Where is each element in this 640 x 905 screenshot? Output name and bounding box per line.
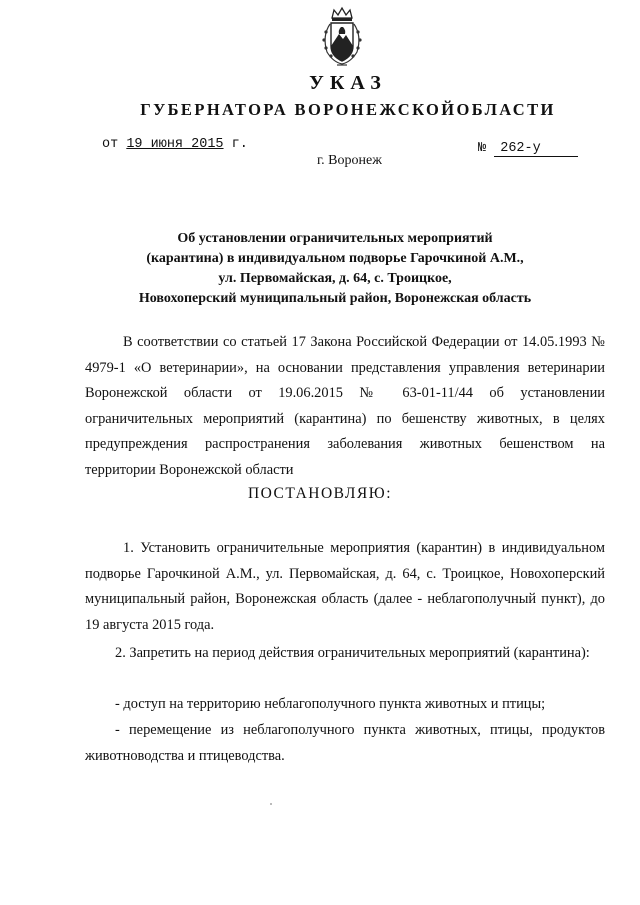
subject-line: ул. Первомайская, д. 64, с. Троицкое, [218, 271, 452, 286]
date-value: 19 июня 2015 [126, 137, 224, 152]
number-prefix: № [478, 141, 487, 156]
document-number [478, 141, 578, 157]
document-title: УКАЗ [309, 72, 387, 94]
coat-of-arms-icon [319, 6, 365, 68]
decree-item-2: 2. Запретить на период действия ограничительных мероприятий (карантина): [115, 645, 590, 661]
document-date [102, 137, 248, 152]
date-prefix: от [102, 137, 119, 152]
document-subject [90, 229, 580, 309]
document-city: г. Воронеж [317, 153, 382, 168]
decree-bullet-2: - перемещение из неблагополучного пункта животных, птицы, продуктов животноводства и птицеводства. [85, 722, 605, 764]
scan-speck [270, 803, 272, 805]
date-suffix: г. [231, 137, 248, 152]
subject-line: Новохоперский муниципальный район, Воронежская область [138, 291, 532, 306]
preamble-paragraph: В соответствии со статьей 17 Закона Российской Федерации от 14.05.1993 № 4979-1 «О ветеринарии», на основании представления управления ветеринарии Воронежской области от 19.06.2015 № 63-01-11/44 об установлении ограничительных мероприятий (карантина) по бешенству животных, в целях предупреждения распространения заболевания животных бешенством на территории Воронежской области [85, 334, 605, 478]
decree-item-1: 1. Установить ограничительные мероприятия (карантин) в индивидуальном подворье Гарочкиной А.М., ул. Первомайская, д. 64, с. Троицкое, Новохоперский муниципальный район, Воронежская область (далее - неблагополучный пункт), до 19 августа 2015 года. [85, 540, 605, 633]
subject-line: Об установлении ограничительных мероприятий [177, 231, 493, 246]
decree-bullet-1: - доступ на территорию неблагополучного пункта животных и птицы; [115, 696, 546, 712]
decree-heading: ПОСТАНОВЛЯЮ: [247, 485, 393, 502]
subject-line: (карантина) в индивидуальном подворье Гарочкиной А.М., [146, 251, 524, 266]
document-issuer: ГУБЕРНАТОРА ВОРОНЕЖСКОЙОБЛАСТИ [140, 100, 556, 119]
number-value: 262-у [494, 142, 578, 157]
